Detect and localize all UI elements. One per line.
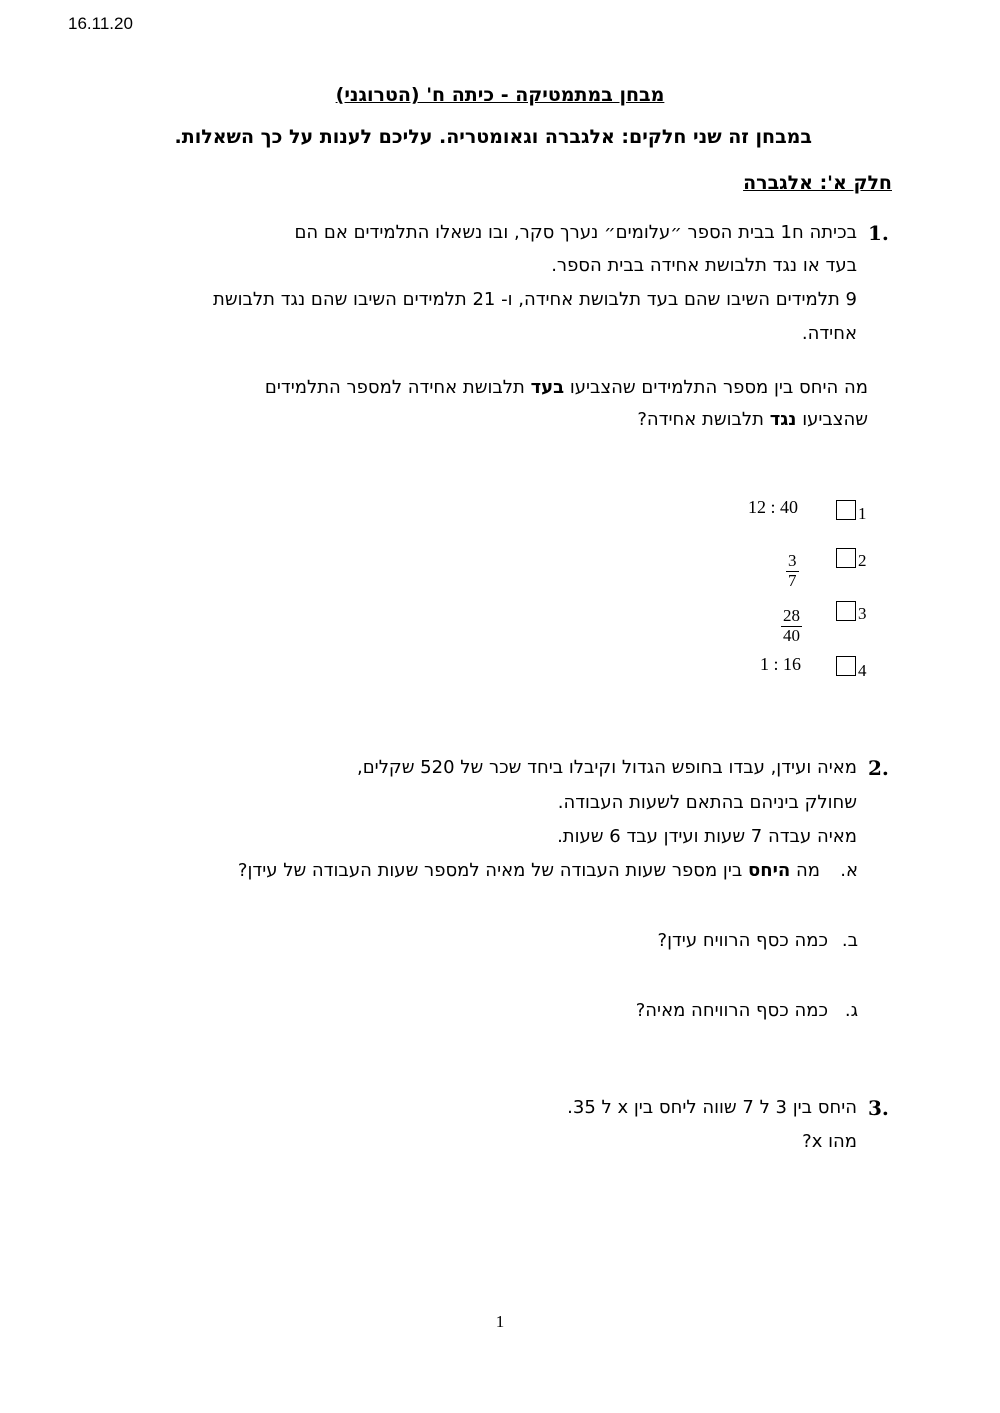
option-3-fraction xyxy=(781,607,802,645)
option-2-numerator: 3 xyxy=(788,551,797,570)
question-2c-text: כמה כסף הרוויחה מאיה? xyxy=(635,1000,828,1021)
option-4-checkbox[interactable] xyxy=(836,656,856,676)
question-2-line-2: שחולק ביניהם בהתאם לשעות העבודה. xyxy=(557,792,857,813)
emphasis-against: נגד xyxy=(769,409,797,430)
question-3-number: 3. xyxy=(868,1096,889,1120)
option-3-denominator: 40 xyxy=(783,625,800,645)
question-2-line-1: מאיה ועידן, עבדו בחופש הגדול וקיבלו ביחד שכר של 520 שקלים, xyxy=(357,757,857,778)
option-1-checkbox[interactable] xyxy=(836,500,856,520)
question-2a-text: מה היחס בין מספר שעות העבודה של מאיה למספר שעות העבודה של עידן? xyxy=(237,860,820,881)
option-2-fraction xyxy=(786,552,799,590)
option-3-numerator: 28 xyxy=(783,606,800,625)
section-title: חלק א': אלגברה xyxy=(743,172,892,194)
question-1-line-2: בעד או נגד תלבושת אחידה בבית הספר. xyxy=(551,255,857,276)
question-1-line-1: בכיתה ח1 בבית הספר ״עלומים״ נערך סקר, ובו נשאלו התלמידים אם הם xyxy=(294,222,857,243)
question-1-ask-line-2: שהצביעו נגד תלבושת אחידה? xyxy=(637,409,868,430)
emphasis-ratio: היחס xyxy=(748,860,791,881)
question-2-number: 2. xyxy=(868,756,889,780)
page-number: 1 xyxy=(495,1312,505,1331)
question-1-ask-line-1: מה היחס בין מספר התלמידים שהצביעו בעד תלבושת אחידה למספר התלמידים xyxy=(264,377,868,398)
question-2c-label: ג. xyxy=(844,1000,858,1021)
question-2-line-3: מאיה עבדה 7 שעות ועידן עבד 6 שעות. xyxy=(557,826,857,847)
option-3-checkbox[interactable] xyxy=(836,601,856,621)
question-3-line-1: היחס בין 3 ל 7 שווה ליחס בין x ל 35. xyxy=(567,1097,857,1118)
exam-intro: במבחן זה שני חלקים: אלגברה וגאומטריה. עליכם לענות על כך השאלות. xyxy=(174,126,812,148)
option-2-checkbox[interactable] xyxy=(836,548,856,568)
option-3-number: 3 xyxy=(858,604,867,623)
option-2-number: 2 xyxy=(858,551,867,570)
question-2b-label: ב. xyxy=(841,930,858,951)
question-2b-text: כמה כסף הרוויח עידן? xyxy=(657,930,828,951)
question-1-line-4: אחידה. xyxy=(801,323,857,344)
question-2a-label: א. xyxy=(840,860,858,881)
option-4-number: 4 xyxy=(858,661,867,680)
question-3-line-2: מהו x? xyxy=(802,1131,857,1152)
option-1-number: 1 xyxy=(858,504,867,523)
option-4-value: 1 : 16 xyxy=(760,654,802,674)
option-1-value: 12 : 40 xyxy=(748,497,799,517)
emphasis-for: בעד xyxy=(530,377,565,398)
question-1-line-3: 9 תלמידים השיבו שהם בעד תלבושת אחידה, ו- 21 תלמידים השיבו שהם נגד תלבושת xyxy=(213,289,857,310)
document-date: 16.11.20 xyxy=(68,14,133,33)
exam-title: מבחן במתמטיקה - כיתה ח' (הטרוגני) xyxy=(335,84,665,106)
option-2-denominator: 7 xyxy=(788,570,797,590)
question-1-number: 1. xyxy=(868,221,889,245)
